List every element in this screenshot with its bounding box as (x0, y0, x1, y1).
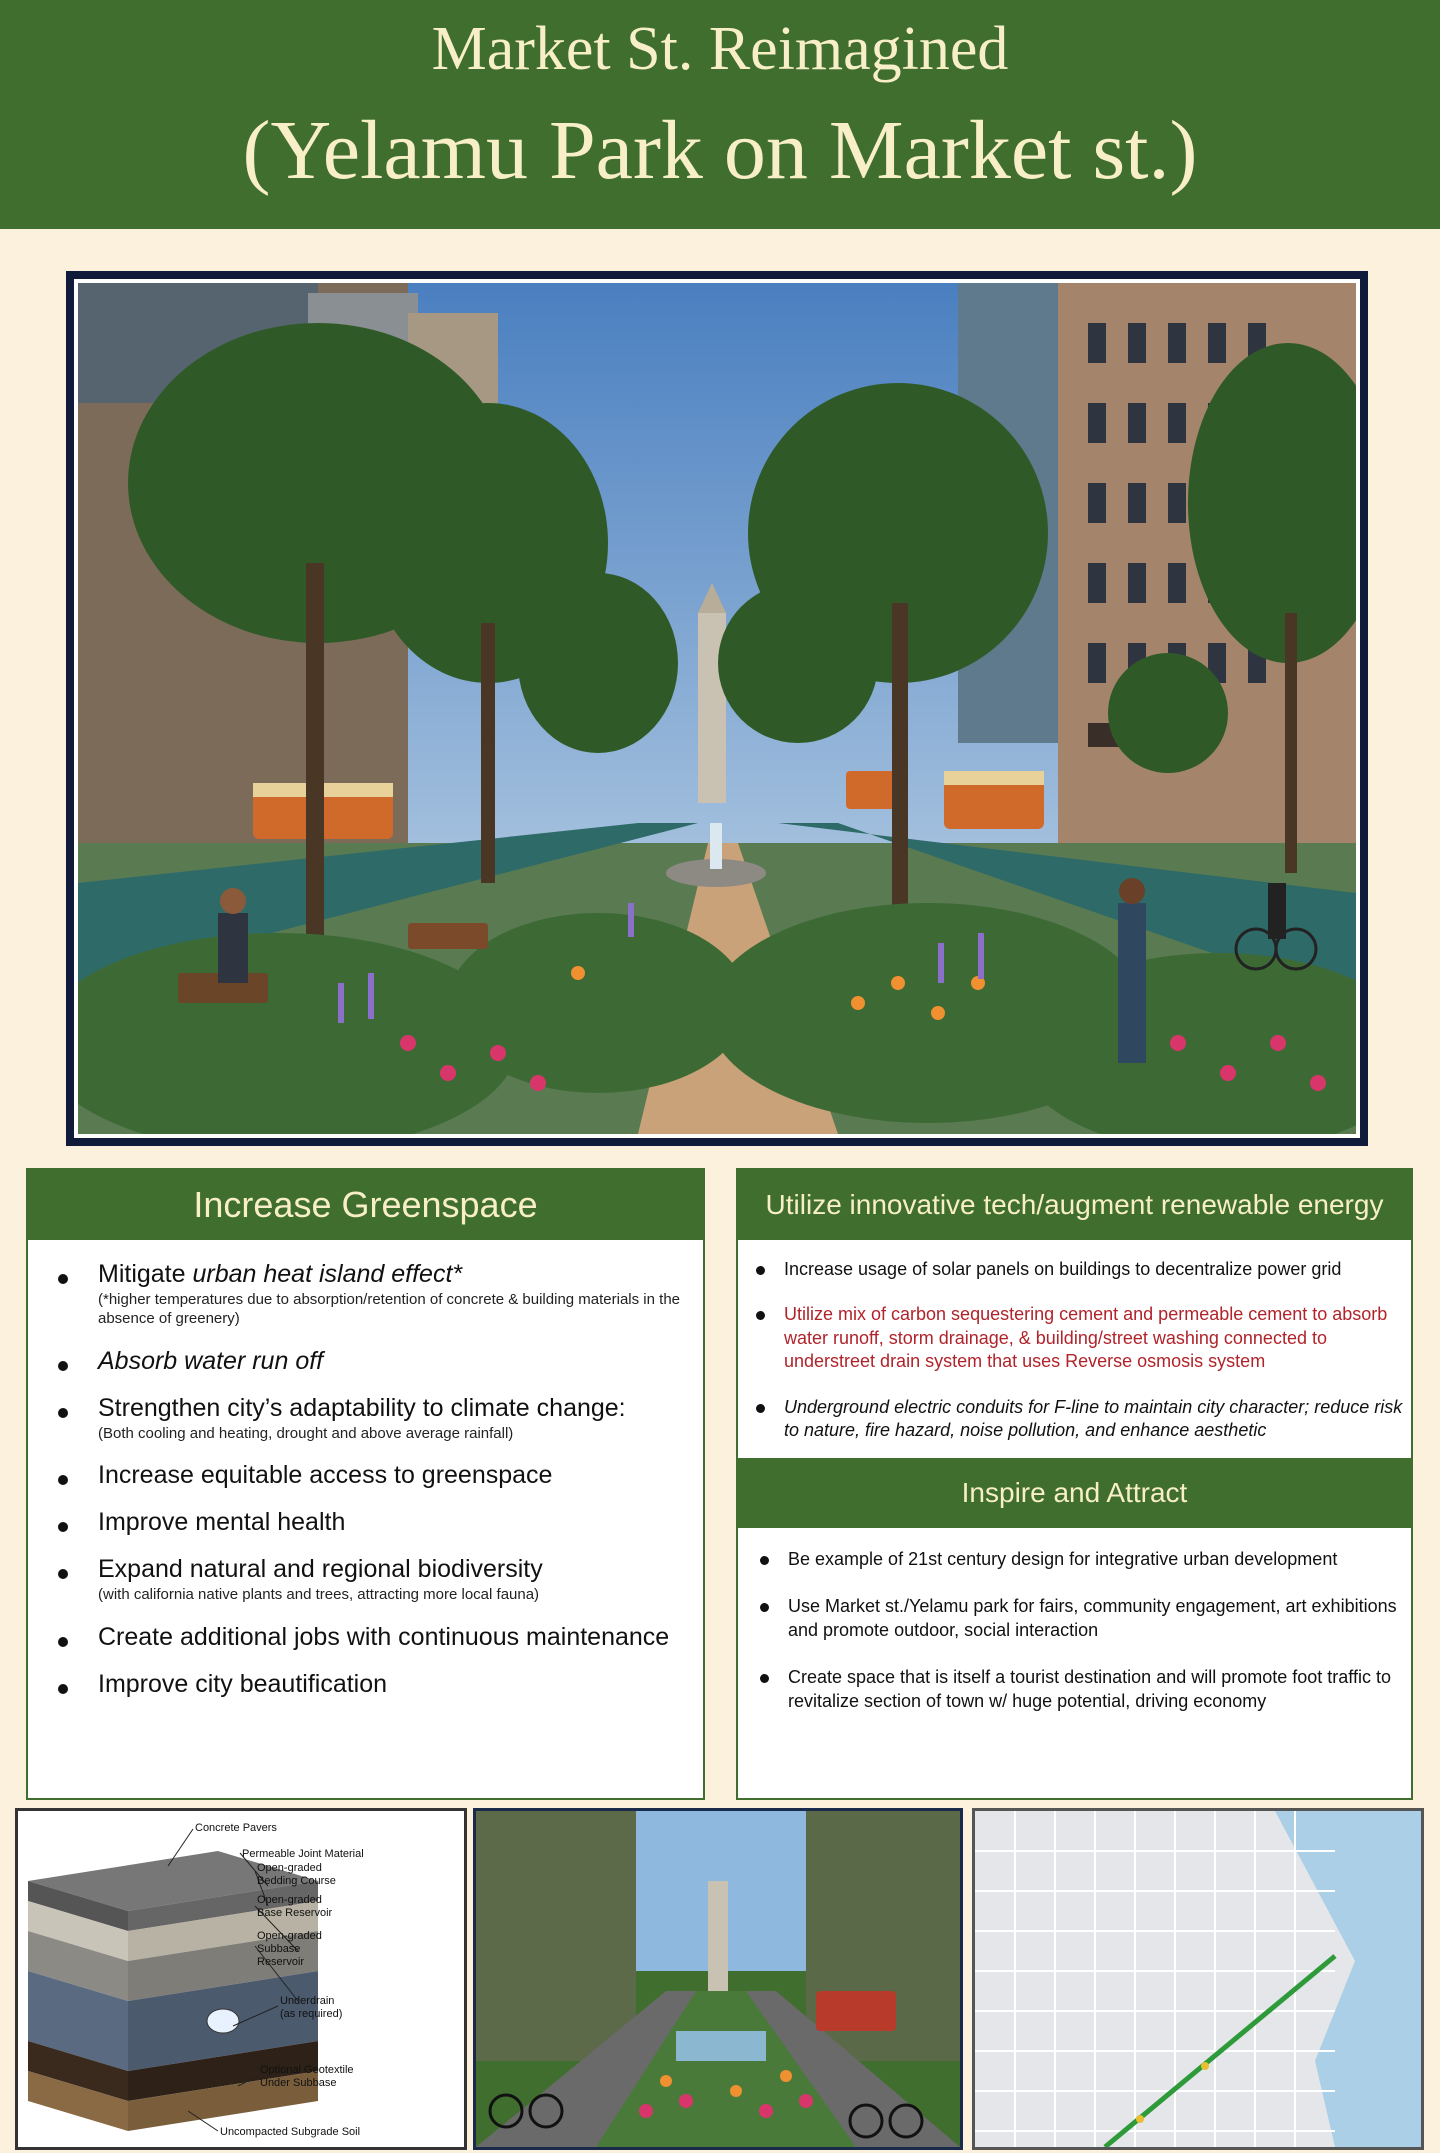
list-item (58, 1623, 683, 1652)
bullet-icon (58, 1408, 68, 1418)
item-text: Absorb water run off (98, 1346, 324, 1375)
bullet-icon (58, 1475, 68, 1485)
bullet-icon (58, 1274, 68, 1284)
bullet-icon (58, 1569, 68, 1579)
item-text: Underground electric conduits for F-line to maintain city character; reduce risk to nature, fire hazard, noise pollution, and enhance aesthetic (784, 1396, 1403, 1440)
item-text: Use Market st./Yelamu park for fairs, community engagement, art exhibitions and promote outdoor, social interaction (788, 1596, 1397, 1640)
item-text: Increase equitable access to greenspace (98, 1461, 553, 1490)
list-item (760, 1595, 1405, 1642)
item-text: Increase usage of solar panels on buildings to decentralize power grid (784, 1259, 1342, 1279)
list-item (58, 1461, 683, 1490)
item-text: Create space that is itself a tourist destination and will promote foot traffic to revitalize section of town w/ huge potential, driving economy (788, 1667, 1391, 1711)
list-item (58, 1508, 683, 1537)
list-item (58, 1347, 683, 1376)
diagram-label: Subbase (257, 1943, 301, 1955)
item-text: Improve city beautification (98, 1670, 388, 1698)
list-item (58, 1670, 683, 1699)
item-text: Mitigate (98, 1260, 193, 1288)
diagram-label: Optional Geotextile (260, 2064, 354, 2076)
item-text: Be example of 21st century design for integrative urban development (788, 1549, 1338, 1569)
bullet-icon (58, 1522, 68, 1532)
list-item (756, 1396, 1405, 1443)
item-text: Strengthen city’s adaptability to climate change: (98, 1393, 626, 1422)
list-item (760, 1548, 1405, 1571)
permeable-paver-diagram (15, 1808, 467, 2150)
list-item (756, 1303, 1405, 1373)
street-park-illustration (78, 283, 1356, 1134)
tech-list (738, 1240, 1411, 1442)
market-street-map (972, 1808, 1424, 2150)
bullet-icon (756, 1311, 765, 1320)
diagram-label: Underdrain (280, 1995, 335, 2007)
diagram-label: Base Reservoir (257, 1907, 333, 1919)
list-item (760, 1666, 1405, 1713)
diagram-label: Open-graded (257, 1930, 322, 1942)
bullet-icon (760, 1674, 769, 1683)
greenspace-panel (26, 1168, 705, 1800)
diagram-label: Bedding Course (257, 1875, 336, 1887)
bullet-icon (760, 1556, 769, 1565)
diagram-label: Open-graded (257, 1862, 322, 1874)
page-header (0, 0, 1440, 229)
tech-panel (736, 1168, 1413, 1800)
page-title: Market St. Reimagined (431, 15, 1009, 83)
hero-rendering (66, 271, 1368, 1146)
item-note: (with california native plants and trees, attracting more local fauna) (98, 1586, 540, 1604)
list-item (58, 1260, 683, 1329)
list-item (58, 1394, 683, 1444)
diagram-label: Reservoir (257, 1956, 305, 1968)
bullet-icon (756, 1266, 765, 1275)
bullet-icon (58, 1684, 68, 1694)
diagram-label: Open-graded (257, 1894, 322, 1906)
diagram-label: Uncompacted Subgrade Soil (220, 2126, 361, 2138)
diagram-label: Permeable Joint Material (242, 1848, 364, 1860)
item-note: (*higher temperatures due to absorption/retention of concrete & building materials in the absence of greenery) (98, 1291, 681, 1327)
item-text: Create additional jobs with continuous maintenance (98, 1623, 670, 1651)
bullet-icon (58, 1637, 68, 1647)
diagram-label: Under Subbase (260, 2077, 337, 2089)
greenspace-heading: Increase Greenspace (28, 1170, 703, 1240)
item-text: Improve mental health (98, 1508, 346, 1537)
diagram-label: Concrete Pavers (195, 1822, 277, 1834)
list-item (58, 1555, 683, 1605)
item-emphasis: urban heat island effect* (192, 1260, 463, 1288)
diagram-label: (as required) (280, 2008, 343, 2020)
park-bench (408, 923, 488, 949)
bullet-icon (58, 1361, 68, 1371)
bullet-icon (760, 1603, 769, 1612)
greenspace-list (28, 1240, 703, 1699)
list-item (756, 1258, 1405, 1281)
bullet-icon (756, 1404, 765, 1413)
item-note: (Both cooling and heating, drought and above average rainfall) (98, 1424, 514, 1442)
item-text: Utilize mix of carbon sequestering cement and permeable cement to absorb water runoff, storm drainage, & building/street washing connected to understreet drain system that uses Reverse osmosis system (784, 1304, 1388, 1372)
secondary-rendering (473, 1808, 963, 2150)
item-text: Expand natural and regional biodiversity (98, 1555, 543, 1584)
inspire-heading: Inspire and Attract (738, 1458, 1411, 1528)
page-subtitle: (Yelamu Park on Market st.) (242, 104, 1198, 197)
tech-heading: Utilize innovative tech/augment renewable energy (738, 1170, 1411, 1240)
inspire-list (738, 1548, 1411, 1737)
